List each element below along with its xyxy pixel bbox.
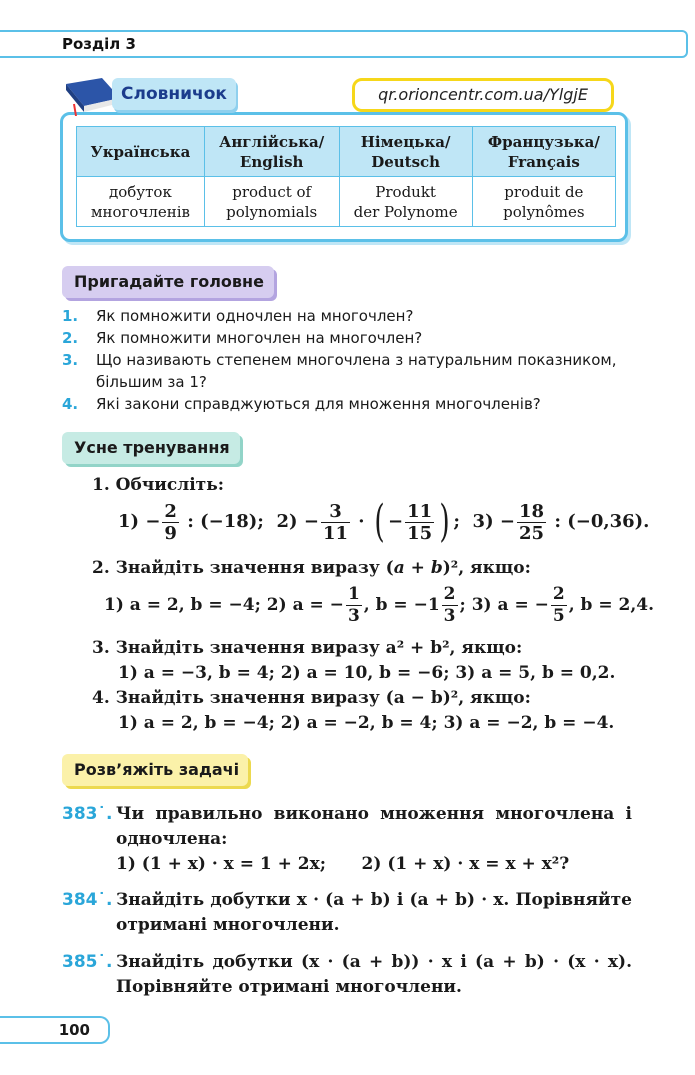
ex1-part1-rest: : (−18);	[187, 511, 264, 532]
ex2-part2-b: , b = −1	[363, 595, 440, 615]
glossary-header-row	[77, 127, 616, 177]
term-ukrainian-line1: добуток	[109, 182, 172, 201]
ex2-heading-b: +	[404, 558, 431, 578]
problems-section-title: Розв’яжіть задачі	[62, 754, 248, 786]
ex1-part2-minus: −	[303, 511, 319, 532]
ex1-part2-dot: ·	[358, 511, 365, 532]
problem-number: 384˙.	[62, 890, 113, 910]
fraction-numerator: 18	[518, 500, 545, 522]
fraction-denominator: 5	[552, 606, 565, 626]
problem-formula: 1) (1 + x) · x = 1 + 2x; 2) (1 + x) · x = x + x²?	[116, 854, 570, 874]
col-ukrainian-line1: Українська	[90, 142, 191, 161]
question-number: 1.	[62, 307, 79, 325]
problem-text: Знайдіть добутки (x · (a + b)) · x і (a + b) · (x · x). Порівняйте отримані многочлени.	[116, 952, 632, 997]
ex1-part2-inner-minus: −	[388, 511, 404, 532]
question-text: Як помножити многочлен на многочлен?	[96, 329, 423, 347]
recall-question	[62, 393, 642, 415]
problem-number: 383˙.	[62, 804, 113, 824]
close-paren: )	[439, 496, 450, 547]
ex1-part1-fraction	[162, 501, 179, 544]
fraction-numerator: 2	[164, 500, 177, 522]
term-german-line2: der Polynome	[353, 202, 458, 221]
problem-text: Знайдіть добутки x · (a + b) і (a + b) · x. Порівняйте отримані многочлени.	[116, 890, 632, 935]
fraction-numerator: 11	[407, 500, 433, 522]
ex1-part2-fraction	[321, 501, 350, 544]
term-ukrainian	[77, 177, 205, 227]
chapter-header	[0, 30, 695, 58]
recall-question	[62, 349, 642, 393]
open-paren: (	[374, 496, 385, 547]
col-german	[339, 127, 472, 177]
ex1-part1-minus: −	[145, 511, 161, 532]
glossary-term-row	[77, 177, 616, 227]
ex2-part2-mixed-fraction	[442, 584, 458, 627]
term-german	[339, 177, 472, 227]
recall-section-title: Пригадайте головне	[62, 266, 274, 298]
term-french-line1: produit de	[504, 182, 584, 201]
exercise-3-parts: 1) a = −3, b = 4; 2) a = 10, b = −6; 3) a = 5, b = 0,2.	[118, 663, 616, 683]
page-number: 100	[0, 1016, 110, 1044]
question-text: Що називають степенем многочлена з натуральним показником, більшим за 1?	[96, 351, 617, 391]
recall-question	[62, 327, 642, 349]
col-german-line2: Deutsch	[371, 152, 441, 171]
fraction-denominator: 25	[518, 522, 545, 544]
col-french	[472, 127, 615, 177]
term-english-line2: polynomials	[226, 202, 318, 221]
term-english-line1: product of	[232, 182, 312, 201]
ex1-part3-minus: −	[499, 511, 515, 532]
fraction-numerator: 2	[443, 584, 456, 604]
ex1-part3-label: 3)	[472, 511, 494, 532]
exercise-2-heading	[92, 558, 531, 578]
ex2-heading-c: )², якщо:	[442, 558, 531, 578]
col-german-line1: Німецька/	[360, 132, 451, 151]
fraction-denominator: 3	[347, 606, 360, 626]
ex1-part3-rest: : (−0,36).	[554, 511, 650, 532]
glossary-table	[76, 126, 616, 227]
question-text: Які закони справджуються для множення многочленів?	[96, 395, 541, 413]
question-text: Як помножити одночлен на многочлен?	[96, 307, 414, 325]
ex2-part2-a: 2) a = −	[266, 595, 344, 615]
ex2-part3-a: 3) a = −	[471, 595, 549, 615]
problem-text: Чи правильно виконано множення многочлена і одночлена:	[116, 804, 632, 849]
ex2-heading-a: 2. Знайдіть значення виразу (	[92, 558, 394, 578]
fraction-denominator: 3	[443, 606, 456, 626]
col-english-line2: English	[239, 152, 304, 171]
col-french-line2: Français	[507, 152, 580, 171]
ex2-part1: 1) a = 2, b = −4;	[104, 595, 261, 615]
fraction-numerator: 1	[347, 584, 360, 604]
fraction-denominator: 15	[407, 522, 433, 544]
question-number: 2.	[62, 329, 79, 347]
problem-383	[62, 802, 632, 877]
ex2-part2-fraction	[346, 584, 362, 627]
ex1-part3-fraction	[517, 501, 546, 544]
ex2-part3-fraction	[551, 584, 567, 627]
fraction-denominator: 9	[164, 522, 177, 544]
col-english	[204, 127, 339, 177]
recall-question	[62, 305, 642, 327]
exercise-4-heading: 4. Знайдіть значення виразу (a − b)², якщо:	[92, 688, 531, 708]
term-english	[204, 177, 339, 227]
exercise-4-parts: 1) a = 2, b = −4; 2) a = −2, b = 4; 3) a = −2, b = −4.	[118, 713, 615, 733]
exercise-3-heading: 3. Знайдіть значення виразу a² + b², якщо:	[92, 638, 523, 658]
question-number: 4.	[62, 395, 79, 413]
problem-384	[62, 888, 632, 938]
fraction-numerator: 3	[321, 501, 350, 523]
exercise-2-parts	[104, 584, 654, 627]
question-number: 3.	[62, 351, 79, 369]
col-ukrainian	[77, 127, 205, 177]
ex1-part1-label: 1)	[118, 511, 140, 532]
recall-question-list	[62, 305, 642, 415]
qr-link[interactable]: qr.orioncentr.com.ua/YlgjE	[352, 78, 614, 112]
term-french-line2: polynômes	[503, 202, 585, 221]
ex2-part3-b: , b = 2,4.	[568, 595, 655, 615]
col-english-line1: Англійська/	[219, 132, 325, 151]
ex2-part2-c: ;	[459, 595, 466, 615]
glossary-title: Словничок	[112, 78, 236, 110]
problem-number: 385˙.	[62, 952, 113, 972]
problem-385	[62, 950, 632, 1000]
fraction-numerator: 2	[552, 584, 565, 604]
exercise-1-parts	[118, 496, 650, 547]
ex2-var-a: a	[393, 558, 405, 578]
oral-section-title: Усне тренування	[62, 432, 240, 464]
term-french	[472, 177, 615, 227]
col-french-line1: Французька/	[487, 132, 600, 151]
term-ukrainian-line2: многочленів	[90, 202, 190, 221]
chapter-label: Розділ 3	[62, 35, 136, 53]
term-german-line1: Produkt	[375, 182, 436, 201]
ex1-part2-end: ;	[453, 511, 460, 532]
ex2-var-b: b	[430, 558, 443, 578]
ex1-part2-label: 2)	[276, 511, 298, 532]
fraction-denominator: 11	[322, 522, 348, 544]
ex1-part2-inner-fraction	[405, 501, 434, 544]
exercise-1-heading: 1. Обчисліть:	[92, 475, 225, 495]
